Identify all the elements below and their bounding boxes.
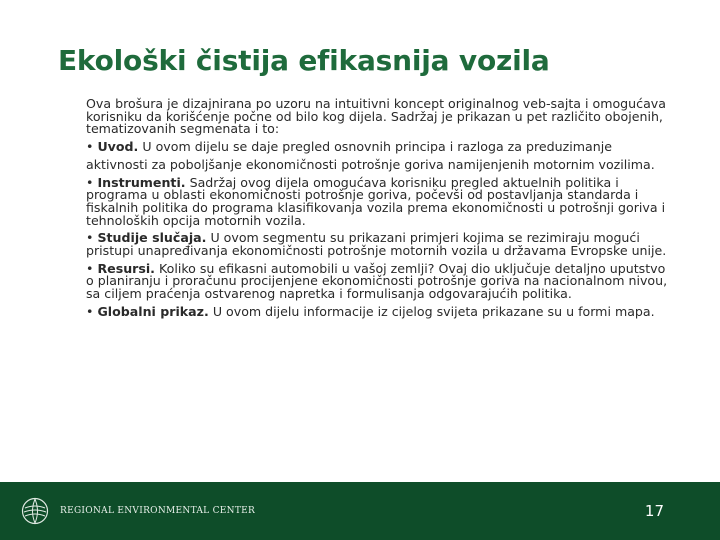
page-number: 17 xyxy=(644,502,664,520)
section-text: U ovom dijelu se daje pregled osnovnih principa i razloga za preduzimanje xyxy=(142,139,612,155)
section-text: U ovom dijelu informacije iz cijelog svijeta prikazane su u formi mapa. xyxy=(212,303,655,319)
section-instrumenti xyxy=(86,174,671,228)
section-text: U ovom segmentu su prikazani primjeri kojima se rezimiraju mogući pristupi unapređivanja ekonomičnosti potrošnje motornih vozila u državama Evropske unije. xyxy=(86,230,667,259)
section-uvod xyxy=(86,141,671,154)
section-heading: Globalni prikaz. xyxy=(97,303,209,319)
rec-globe-logo-icon xyxy=(20,496,50,526)
section-heading: Uvod. xyxy=(97,139,139,155)
section-globalni-prikaz xyxy=(86,303,671,319)
section-text: aktivnosti za poboljšanje ekonomičnosti potrošnje goriva namijenjenih motornim vozilima. xyxy=(86,156,655,172)
section-text: Sadržaj ovog dijela omogućava korisniku pregled aktuelnih politika i programa u oblasti ekonomičnosti potrošnje goriva, počevši od postavljanja standarda i fiskalnih politika do programa klasifikovanja vozila prema ekonomičnosti u potrošnji goriva i tehnoloških opcija motornih vozila. xyxy=(86,174,666,228)
section-resursi xyxy=(86,260,671,302)
bullet-icon: • xyxy=(86,174,94,190)
footer-bar xyxy=(0,482,720,540)
section-uvod-continued xyxy=(86,156,671,172)
slide-title: Ekološki čistija efikasnija vozila xyxy=(58,44,550,77)
bullet-icon: • xyxy=(86,303,94,319)
section-heading: Instrumenti. xyxy=(97,174,186,190)
section-studije-slucaja xyxy=(86,232,671,257)
bullet-icon: • xyxy=(86,230,94,246)
slide-body xyxy=(86,98,671,324)
section-heading: Studije slučaja. xyxy=(97,230,207,246)
section-text: Koliko su efikasni automobili u vašoj zemlji? Ovaj dio uključuje detaljno uputstvo o planiranju i proračunu procijenjene ekonomičnosti potrošnje goriva na nacionalnom nivou, sa ciljem praćenja ostvarenog napretka i formulisanja odgovarajućih politika. xyxy=(86,260,668,302)
bullet-icon: • xyxy=(86,139,94,155)
section-heading: Resursi. xyxy=(97,260,155,276)
bullet-icon: • xyxy=(86,260,94,276)
organization-name: REGIONAL ENVIRONMENTAL CENTER xyxy=(60,506,256,516)
intro-paragraph: Ova brošura je dizajnirana po uzoru na intuitivni koncept originalnog veb-sajta i omogućava korisniku da korišćenje počne od bilo kog dijela. Sadržaj je prikazan u pet različito obojenih, tematizovanih segmenata i to: xyxy=(86,96,666,137)
